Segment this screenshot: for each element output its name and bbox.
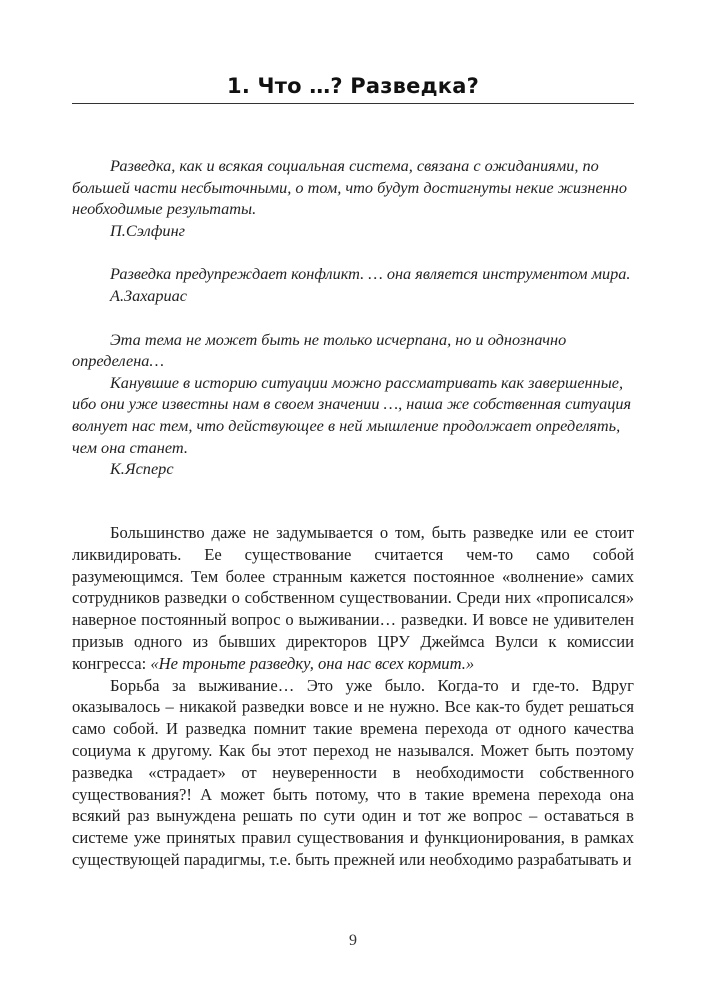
body-paragraph-text: Большинство даже не задумывается о том, быть разведке или ее стоит ликвидировать. Ее существование считается чем-то само собой разумеющимся. Тем более странным кажется постоянное «волнение» самих сотрудников разведки о собственном существовании. Среди них «прописался» наверное постоянный вопрос о выживании… разведки. И вовсе не удивителен призыв одного из бывших директоров ЦРУ Джеймса Вулси к комиссии конгресса: — [72, 523, 634, 673]
epigraphs-section — [72, 155, 634, 502]
body-paragraph: Борьба за выживание… Это уже было. Когда-то и где-то. Вдруг оказывалось – никакой разведки вовсе и не нужно. Все как-то будет решаться само собой. И разведка помнит такие времена перехода от одного качества социума к другому. Как бы этот переход не назывался. Может быть поэтому разведка «страдает» от неуверенности в необходимости собственного существования?! А может быть потому, что в такие времена перехода она всякий раз вынуждена решать по сути один и тот же вопрос – оставаться в системе уже принятых правил существования и функционирования, в рамках существующей парадигмы, т.е. быть прежней или необходимо разрабатывать и — [72, 675, 634, 869]
epigraph — [72, 263, 634, 306]
epigraph-author: А.Захариас — [110, 285, 188, 305]
epigraph-author: К.Ясперс — [110, 459, 174, 479]
epigraph — [72, 155, 634, 241]
epigraph — [72, 329, 634, 480]
chapter-title: 1. Что …? Разведка? — [227, 74, 479, 98]
epigraph-text: Канувшие в историю ситуации можно рассматривать как завершенные, ибо они уже известны нам в своем значении …, наша же собственная ситуация волнует нас тем, что действующее в ней мышление продолжает определять, чем она станет. — [72, 372, 632, 457]
body-paragraph — [72, 522, 634, 675]
epigraph-author: П.Сэлфинг — [110, 220, 185, 240]
body-text — [72, 522, 634, 871]
epigraph-text: Разведка, как и всякая социальная система, связана с ожиданиями, по большей части несбыточными, о том, что будут достигнуты некие жизненно необходимые результаты. — [72, 156, 627, 219]
epigraph-text: Эта тема не может быть не только исчерпана, но и однозначно определена… — [72, 329, 567, 371]
title-underline-rule — [72, 103, 634, 104]
page-number: 9 — [349, 932, 357, 949]
woolsey-quote: «Не троньте разведку, она нас всех кормит.» — [150, 653, 475, 673]
epigraph-text: Разведка предупреждает конфликт. … она является инструментом мира. — [110, 264, 631, 284]
